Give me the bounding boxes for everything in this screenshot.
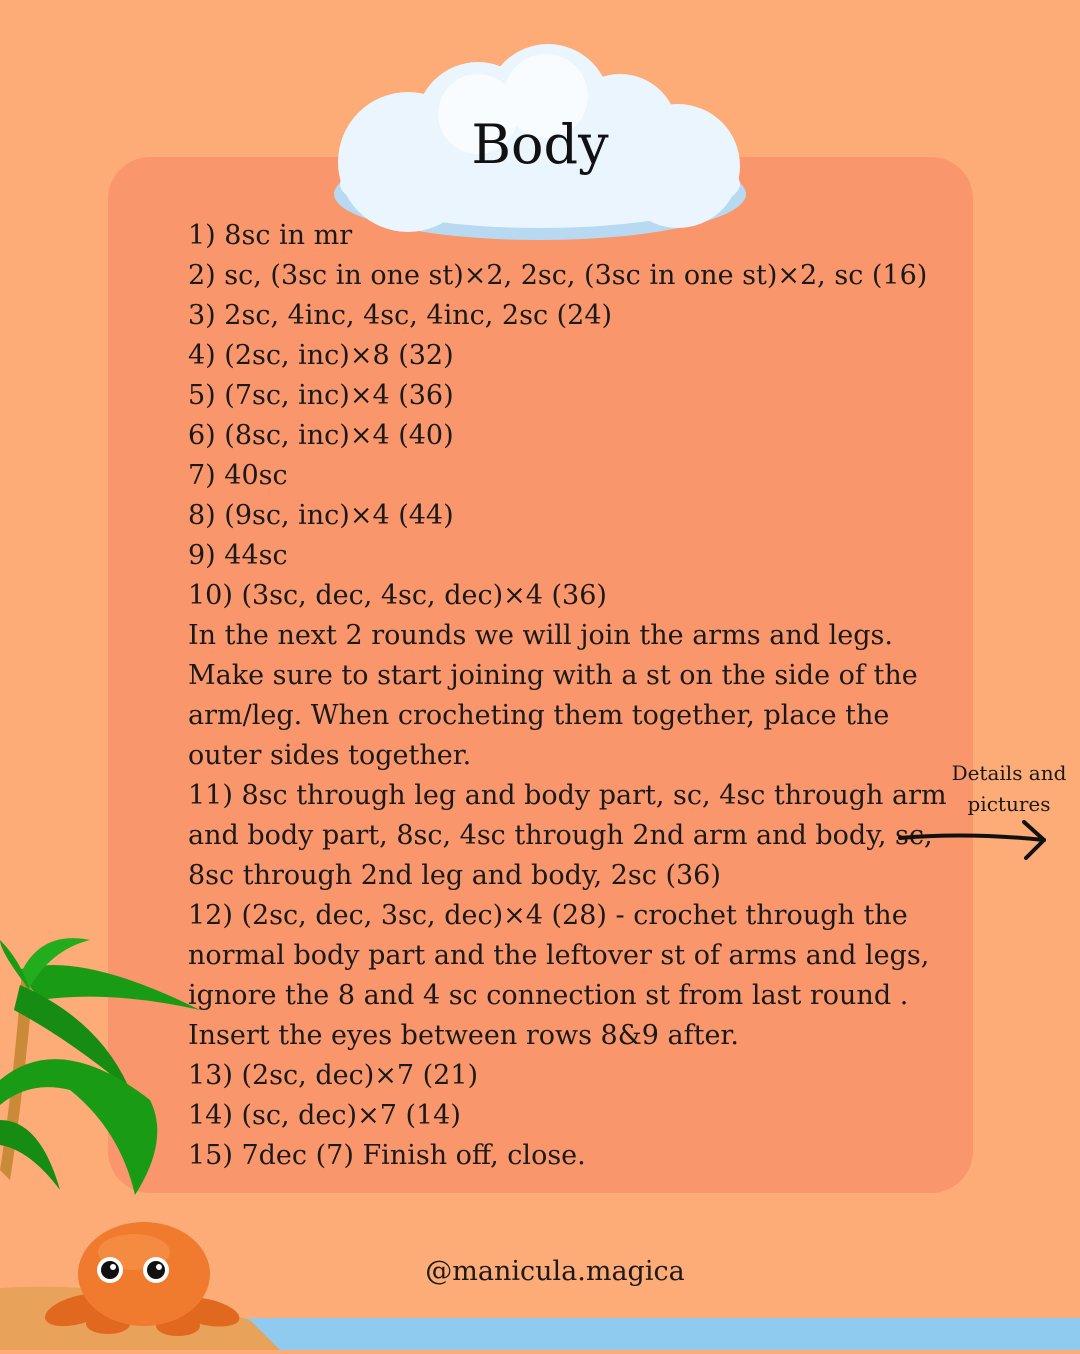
details-link[interactable]: Details and pictures <box>951 761 1067 816</box>
round-line: 1) 8sc in mr <box>188 220 353 251</box>
round-line: 5) (7sc, inc)×4 (36) <box>188 380 454 411</box>
pattern-text <box>188 216 958 1176</box>
round-line: 6) (8sc, inc)×4 (40) <box>188 420 454 451</box>
arrow-right-icon <box>896 816 1050 866</box>
join-note: In the next 2 rounds we will join the arms and legs. Make sure to start joining with a st on the side of the arm/leg. When crocheting them together, place the outer sides together. <box>188 620 918 771</box>
round-line: 7) 40sc <box>188 460 288 491</box>
author-handle: @manicula.magica <box>425 1256 685 1287</box>
round-line: 15) 7dec (7) Finish off, close. <box>188 1140 586 1171</box>
round-12: 12) (2sc, dec, 3sc, dec)×4 (28) - crochet through the normal body part and the leftover st of arms and legs, ignore the 8 and 4 sc connection st from last round . Insert the eyes between rows 8&9 after. <box>188 900 930 1051</box>
round-line: 8) (9sc, inc)×4 (44) <box>188 500 454 531</box>
round-line: 2) sc, (3sc in one st)×2, 2sc, (3sc in one st)×2, sc (16) <box>188 260 928 291</box>
round-line: 14) (sc, dec)×7 (14) <box>188 1100 461 1131</box>
palm-tree-illustration <box>0 930 215 1230</box>
round-line: 4) (2sc, inc)×8 (32) <box>188 340 454 371</box>
round-line: 10) (3sc, dec, 4sc, dec)×4 (36) <box>188 580 607 611</box>
page-title: Body <box>471 113 609 176</box>
round-line: 3) 2sc, 4inc, 4sc, 4inc, 2sc (24) <box>188 300 613 331</box>
round-11: 11) 8sc through leg and body part, sc, 4sc through arm and body part, 8sc, 4sc through 2nd arm and body, sc, 8sc through 2nd leg and body, 2sc (36) <box>188 780 947 891</box>
round-line: 9) 44sc <box>188 540 288 571</box>
round-line: 13) (2sc, dec)×7 (21) <box>188 1060 479 1091</box>
